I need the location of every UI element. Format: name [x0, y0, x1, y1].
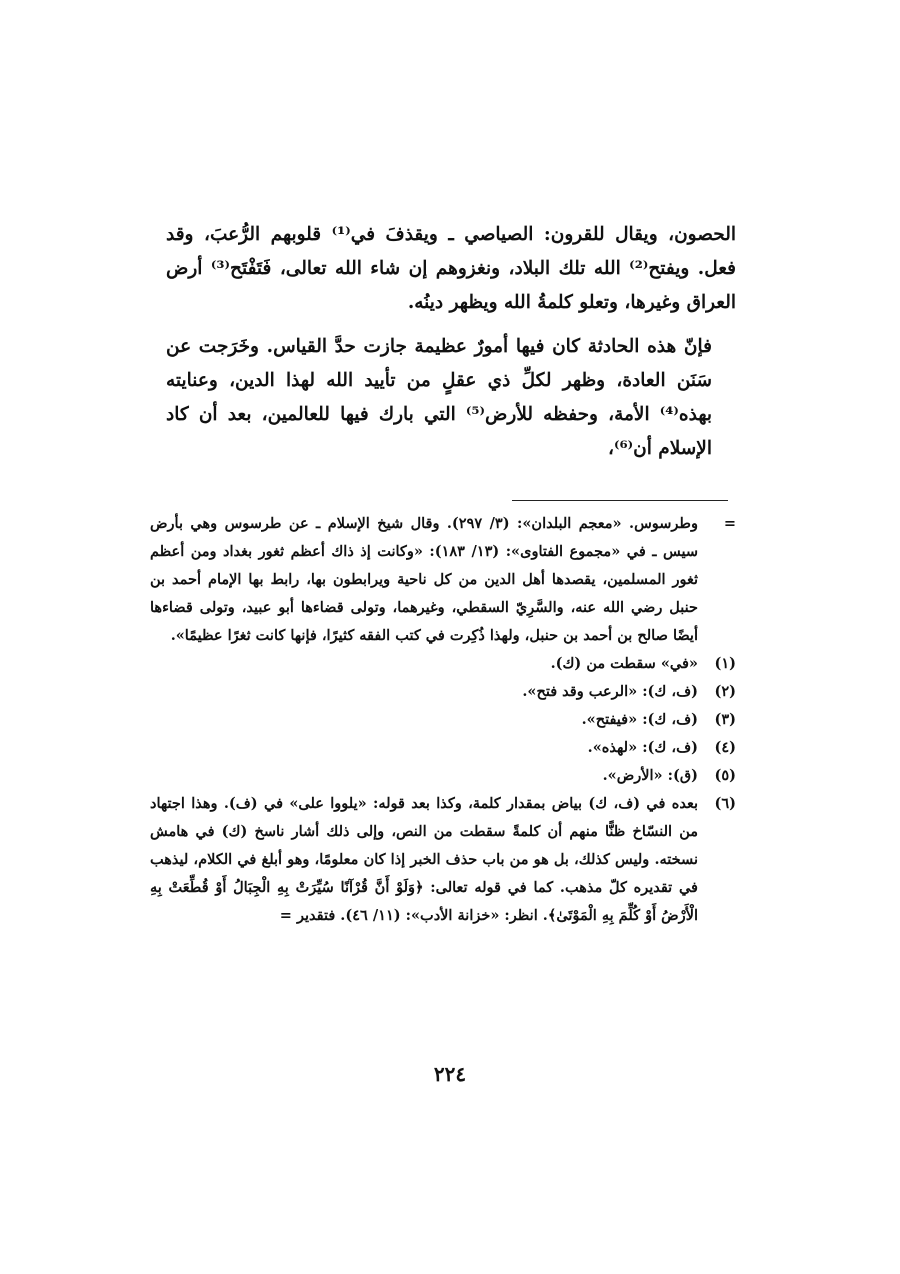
footnote-5 [150, 762, 736, 790]
footnote-marker: (٥) [714, 767, 736, 784]
footnote-4 [150, 734, 736, 762]
footnote-text: (ق): «الأرض». [602, 767, 698, 784]
page-number: ٢٢٤ [433, 1062, 467, 1086]
footnote-marker: = [723, 515, 736, 532]
footnote-text: (ف، ك): «لهذه». [587, 739, 698, 756]
footnote-3 [150, 706, 736, 734]
main-paragraph-2: فإنّ هذه الحادثة كان فيها أمورٌ عظيمة جازت حدَّ القياس. وخَرَجت عن سَنَن العادة، وظهر لكلِّ ذي عقلٍ من تأييد الله لهذا الدين، وعنايته بهذه⁽⁴⁾ الأمة، وحفظه للأرض⁽⁵⁾ التي بارك فيها للعالمين، بعد أن كاد الإسلام أن⁽⁶⁾، [166, 336, 712, 459]
footnote-text: «في» سقطت من (ك). [550, 655, 698, 672]
footnote-text: (ف، ك): «فيفتح». [581, 711, 698, 728]
footnote-marker: (٤) [714, 739, 736, 756]
footnote-marker: (٣) [714, 711, 736, 728]
footnotes-block [150, 510, 736, 930]
footnote-marker: (١) [714, 655, 736, 672]
footnote-marker: (٦) [714, 795, 736, 812]
footnote-text: وطرسوس. «معجم البلدان»: (٣/ ٢٩٧). وقال شيخ الإسلام ـ عن طرسوس وهي بأرض سيس ـ في «مجموع الفتاوى»: (١٣/ ١٨٣): «وكانت إذ ذاك أعظم ثغور بغداد ومن أعظم ثغور المسلمين، يقصدها أهل الدين من كل ناحية ويرابطون بها، رابط بها الإمام أحمد بن حنبل رضي الله عنه، والسَّرِيّ السقطي، وغيرهما، وتولى قضاءها أبو عبيد، وتولى قضاءها أيضًا صالح بن أحمد بن حنبل، ولهذا ذُكِرت في كتب الفقه كثيرًا، فإنها كانت ثغرًا عظيمًا». [150, 515, 698, 644]
footnote-continuation [150, 510, 736, 650]
main-paragraph-1: الحصون، ويقال للقرون: الصياصي ـ ويقذفَ في⁽¹⁾ قلوبهم الرُّعبَ، وقد فعل. ويفتح⁽²⁾ الله تلك البلاد، ونغزوهم إن شاء الله تعالى، فَتَفْتَح⁽³⁾ أرض العراق وغيرها، وتعلو كلمةُ الله ويظهر دينُه. [166, 224, 736, 313]
footnote-text: بعده في (ف، ك) بياض بمقدار كلمة، وكذا بعد قوله: «يلووا على» في (ف). وهذا اجتهاد من النسّاخ ظنًّا منهم أن كلمةً سقطت من النص، وإلى ذلك أشار ناسخ (ك) في هامش نسخته. وليس كذلك، بل هو من باب حذف الخبر إذا كان معلومًا، وهو أبلغ في الكلام، ليذهب في تقديره كلّ مذهب. كما في قوله تعالى: ﴿وَلَوْ أَنَّ قُرْآنًا سُيِّرَتْ بِهِ الْجِبَالُ أَوْ قُطِّعَتْ بِهِ الْأَرْضُ أَوْ كُلِّمَ بِهِ الْمَوْتَىٰ﴾. انظر: «خزانة الأدب»: (١١/ ٤٦). فتقدير = [150, 795, 698, 924]
footnote-separator [512, 500, 728, 501]
footnote-6 [150, 790, 736, 930]
main-text-block [166, 218, 736, 466]
footnote-2 [150, 678, 736, 706]
footnote-marker: (٢) [714, 683, 736, 700]
footnote-1 [150, 650, 736, 678]
footnote-text: (ف، ك): «الرعب وقد فتح». [522, 683, 698, 700]
